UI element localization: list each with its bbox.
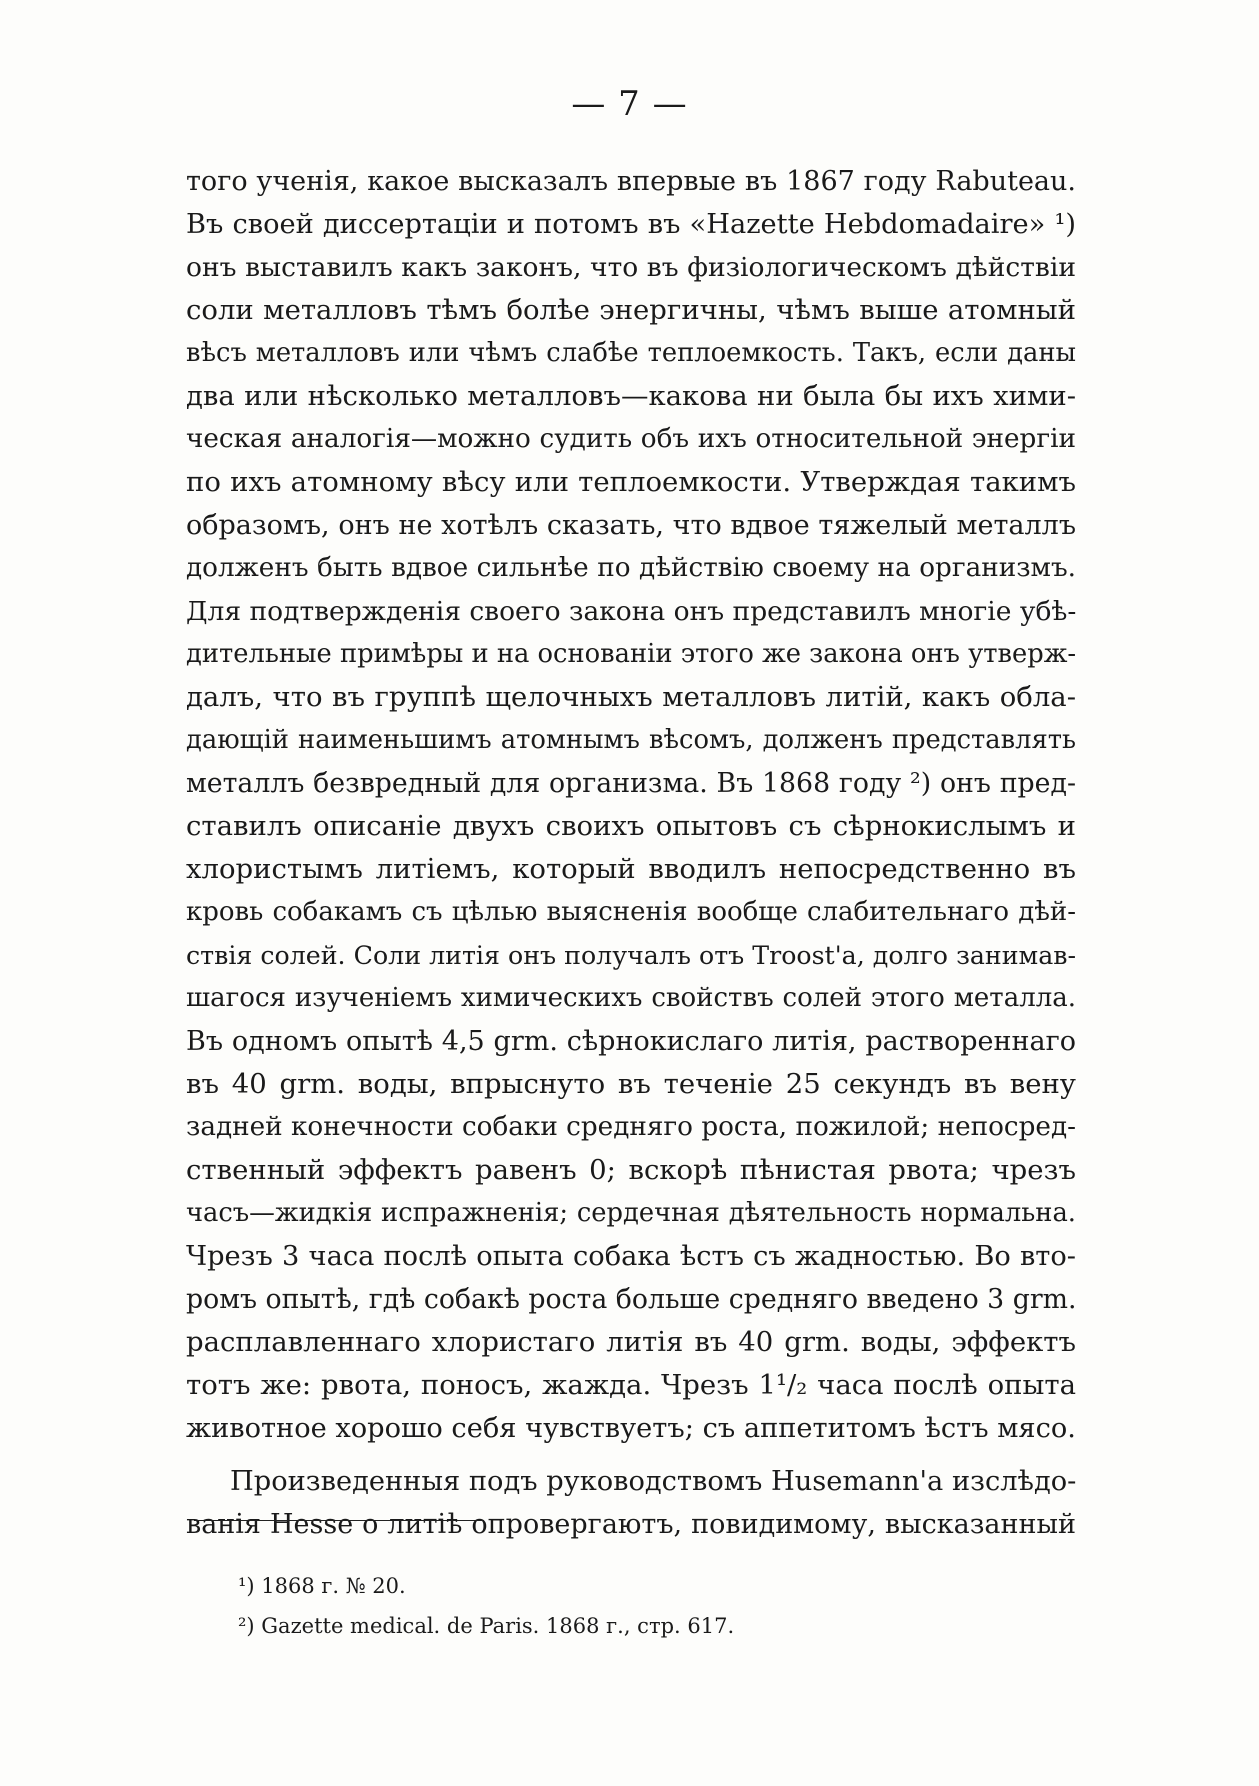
text-line: того ученія, какое высказалъ впервые въ 1867 году Rabuteau. — [186, 166, 1076, 197]
text-line: кровь собакамъ съ цѣлью выясненія вообще слабительнаго дѣй- — [186, 897, 1076, 927]
text-line: образомъ, онъ не хотѣлъ сказать, что вдвое тяжелый металлъ — [186, 510, 1076, 541]
text-line: ромъ опытѣ, гдѣ собакѣ роста больше средняго введено 3 grm. — [186, 1284, 1076, 1315]
text-line: расплавленнаго хлористаго литія въ 40 grm. воды, эффектъ — [186, 1326, 1076, 1358]
text-line: ственный эффектъ равенъ 0; вскорѣ пѣнистая рвота; чрезъ — [186, 1154, 1076, 1186]
text-line: металлъ безвредный для организма. Въ 1868 году ²) онъ пред- — [186, 768, 1076, 799]
text-line: ческая аналогія—можно судить объ ихъ относительной энергіи — [186, 424, 1076, 454]
text-line: животное хорошо себя чувствуетъ; съ аппетитомъ ѣстъ мясо. — [186, 1413, 1076, 1444]
text-line: Чрезъ 3 часа послѣ опыта собака ѣстъ съ жадностью. Во вто- — [186, 1241, 1076, 1272]
text-line: Произведенныя подъ руководствомъ Husemann'a изслѣдо- — [230, 1466, 1076, 1497]
text-line: Для подтвержденія своего закона онъ представилъ многіе убѣ- — [186, 596, 1076, 627]
text-line: задней конечности собаки средняго роста, пожилой; непосред- — [186, 1112, 1076, 1142]
text-line: ствія солей. Соли литія онъ получалъ отъ Troost'a, долго занимав- — [186, 941, 1076, 970]
footnote-divider — [194, 1520, 484, 1521]
footnotes — [238, 1566, 938, 1646]
text-line: въ 40 grm. воды, впрыснуто въ теченіе 25 секундъ въ вену — [186, 1068, 1076, 1100]
text-line: вѣсъ металловъ или чѣмъ слабѣе теплоемкость. Такъ, если даны — [186, 338, 1076, 368]
footnote-2: ²) Gazette medical. de Paris. 1868 г., стр. 617. — [238, 1614, 735, 1638]
text-line: дительные примѣры и на основаніи этого же закона онъ утверж- — [186, 639, 1076, 669]
text-line: часъ—жидкія испражненія; сердечная дѣятельность нормальна. — [186, 1198, 1076, 1228]
text-line: два или нѣсколько металловъ—какова ни была бы ихъ хими- — [186, 380, 1076, 412]
main-text — [186, 160, 1076, 1546]
text-line: далъ, что въ группѣ щелочныхъ металловъ литій, какъ обла- — [186, 681, 1076, 713]
text-line: шагося изученіемъ химическихъ свойствъ солей этого металла. — [186, 983, 1076, 1013]
text-line: тотъ же: рвота, поносъ, жажда. Чрезъ 1¹/₂ часа послѣ опыта — [186, 1369, 1076, 1401]
text-line: по ихъ атомному вѣсу или теплоемкости. Утверждая такимъ — [186, 466, 1076, 498]
paragraph-gap — [186, 1450, 1076, 1460]
page-number: — 7 — — [571, 84, 688, 124]
footnote-1: ¹) 1868 г. № 20. — [238, 1574, 406, 1598]
text-line: дающій наименьшимъ атомнымъ вѣсомъ, долженъ представлять — [186, 725, 1076, 755]
text-line: соли металловъ тѣмъ болѣе энергичны, чѣмъ выше атомный — [186, 294, 1076, 326]
text-line: ванія Hesse о литіѣ опровергаютъ, повидимому, высказанный — [186, 1509, 1076, 1540]
text-line: онъ выставилъ какъ законъ, что въ физіологическомъ дѣйствіи — [186, 252, 1076, 283]
text-line: Въ своей диссертаціи и потомъ въ «Hazette Hebdomadaire» ¹) — [186, 209, 1076, 240]
text-line: долженъ быть вдвое сильнѣе по дѣйствію своему на организмъ. — [186, 553, 1076, 583]
text-line: хлористымъ литіемъ, который вводилъ непосредственно въ — [186, 853, 1076, 885]
text-line: Въ одномъ опытѣ 4,5 grm. сѣрнокислаго литія, раствореннаго — [186, 1026, 1076, 1057]
text-line: ставилъ описаніе двухъ своихъ опытовъ съ сѣрнокислымъ и — [186, 810, 1076, 842]
